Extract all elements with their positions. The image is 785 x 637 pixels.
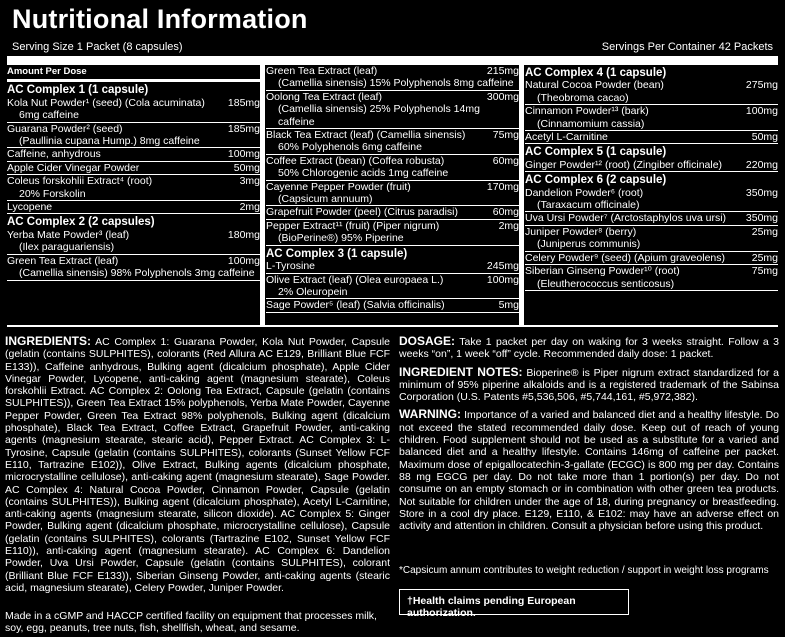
complex-header: AC Complex 5 (1 capsule) (525, 146, 667, 159)
ingredient-amount: 350mg (745, 186, 778, 199)
ingredient-name: Sage Powder⁵ (leaf) (Salvia officinalis) (266, 299, 445, 312)
ingredient-amount: 100mg (227, 148, 260, 161)
amount-per-dose: Amount Per Dose (7, 65, 260, 82)
ingredient-amount: 100mg (745, 105, 778, 118)
ingredient-name: Apple Cider Vinegar Powder (7, 161, 140, 174)
ingredient-detail: (Camellia sinensis) 98% Polyphenols 3mg caffeine (19, 267, 255, 280)
ingredient-amount: 75mg (492, 129, 519, 142)
ingredient-row (7, 97, 260, 123)
ingredient-amount: 25mg (751, 225, 778, 238)
ingredient-amount: 50mg (233, 161, 260, 174)
ingredient-name: Ginger Powder¹² (root) (Zingiber officinale) (525, 158, 723, 171)
ingredient-amount: 300mg (486, 90, 519, 103)
ingredient-amount: 60mg (492, 206, 519, 219)
ingredient-row (525, 226, 778, 252)
complex-header: AC Complex 3 (1 capsule) (266, 247, 408, 260)
ingredient-row (7, 175, 260, 201)
ingredient-amount: 5mg (498, 299, 519, 312)
warning (399, 408, 779, 532)
ingredient-amount: 275mg (745, 79, 778, 92)
ingredient-row (266, 155, 519, 181)
ingredient-row (525, 131, 778, 144)
ingredient-amount: 100mg (227, 254, 260, 267)
complex-header: AC Complex 4 (1 capsule) (525, 67, 667, 79)
ingredient-amount: 2mg (498, 219, 519, 232)
ingredient-detail: (BioPerine®) 95% Piperine (278, 232, 404, 245)
ingredient-name: Siberian Ginseng Powder¹⁰ (root) (525, 265, 680, 278)
ingredient-name: Kola Nut Powder¹ (seed) (Cola acuminata) (7, 96, 205, 109)
column-2-rows (266, 65, 519, 313)
ingredient-name: Oolong Tea Extract (leaf) (266, 90, 382, 103)
complex-header: AC Complex 1 (1 capsule) (7, 84, 149, 97)
ingredient-detail: (Theobroma cacao) (537, 91, 629, 104)
ingredient-row (7, 201, 260, 214)
ingredient-detail: (Cinnamomium cassia) (537, 117, 645, 130)
ingredient-name: Green Tea Extract (leaf) (7, 254, 119, 267)
ingredient-detail: (Taraxacum officinale) (537, 199, 640, 212)
ingredient-amount: 3mg (239, 175, 260, 188)
ingredient-name: Caffeine, anhydrous (7, 148, 101, 161)
ingredient-name: L-Tyrosine (266, 260, 316, 273)
ingredient-row (525, 252, 778, 265)
dosage (399, 335, 779, 361)
ingredient-detail: (Camellia sinensis) 15% Polyphenols 8mg caffeine (278, 77, 514, 90)
health-claims-box: †Health claims pending European authorization. (399, 589, 629, 615)
ingredient-name: Juniper Powder⁸ (berry) (525, 225, 637, 238)
ingredient-detail: (Ilex paraguariensis) (19, 241, 115, 254)
ingredient-row (525, 187, 778, 213)
dosage-text: Take 1 packet per day on waking for 3 weeks straight. Follow a 3 weeks “on”, 1 week “off” cycle. Recommended daily dose: 1 packet. (399, 336, 780, 361)
column-2 (266, 65, 519, 313)
ingredient-row (525, 79, 778, 105)
ingredient-name: Cinnamon Powder¹³ (bark) (525, 105, 649, 118)
ingredient-amount: 50mg (751, 131, 778, 144)
ingredient-amount: 185mg (227, 96, 260, 109)
ingredient-row (266, 65, 519, 91)
ingredient-name: Green Tea Extract (leaf) (266, 65, 378, 77)
ingredient-amount: 215mg (486, 65, 519, 77)
ingredient-row (266, 260, 519, 273)
ingredient-name: Yerba Mate Powder³ (leaf) (7, 228, 130, 241)
ingredient-name: Uva Ursi Powder⁷ (Arctostaphylos uva ursi) (525, 212, 727, 225)
column-1 (7, 65, 260, 281)
ingredient-row (266, 181, 519, 207)
ingredient-name: Coleus forskohlii Extract⁴ (root) (7, 175, 153, 188)
ingredient-row (266, 129, 519, 155)
complex-header: AC Complex 2 (2 capsules) (7, 216, 155, 229)
ingredient-detail: (Paullinia cupana Hump.) 8mg caffeine (19, 135, 200, 148)
ingredient-row (525, 159, 778, 172)
made-in-statement: Made in a cGMP and HACCP certified facility on equipment that processes milk, soy, egg, peanuts, tree nuts, fish, shellfish, wheat, and sesame. (5, 610, 377, 635)
column-divider (519, 65, 524, 325)
ingredient-detail: 2% Oleuropein (278, 285, 348, 298)
top-divider (7, 56, 778, 65)
ingredient-amount: 25mg (751, 251, 778, 264)
ingredient-amount: 170mg (486, 180, 519, 193)
ingredient-notes (399, 366, 779, 404)
bottom-section (0, 327, 785, 637)
ingredient-row (525, 265, 778, 291)
ingredient-amount: 350mg (745, 212, 778, 225)
ingredient-name: Dandelion Powder⁶ (root) (525, 186, 644, 199)
ingredient-amount: 180mg (227, 228, 260, 241)
column-1-rows (7, 82, 260, 280)
ingredient-row (266, 299, 519, 312)
ingredient-detail: (Camellia sinensis) 25% Polyphenols 14mg caffeine (278, 103, 480, 128)
warning-text: Importance of a varied and balanced diet and a healthy lifestyle. Do not exceed the stated recommended daily dose. Keep out of reach of young children. Food supplement should not be used as a substitute for a varied and balanced diet and a healthy lifestyle. Contains 146mg of caffeine per packet. Maximum dose of epigallocatechin-3-gallate (ECGC) is 800 mg per day. Contains 88 mg EGCG per day. Do not take more than 1 portion(s) per day. Do not consume on an empty stomach or in combination with other green tea products. Not suitable for children under the age of 18, during pregnancy or breastfeeding. Store in a cool dry place. E129, E110, & E102: may have an adverse effect on activity and attention in children. Consult a physician before using this product. (399, 409, 779, 533)
ingredient-detail: 60% Polyphenols 6mg caffeine (278, 141, 422, 154)
servings-per-container: Servings Per Container 42 Packets (601, 41, 773, 53)
ingredient-amount: 60mg (492, 154, 519, 167)
ingredients-heading: INGREDIENTS: (5, 334, 92, 348)
page-title: Nutritional Information (12, 4, 308, 34)
ingredient-row (7, 123, 260, 149)
ingredient-amount: 75mg (751, 265, 778, 278)
column-3-rows (525, 65, 778, 291)
serving-size: Serving Size 1 Packet (8 capsules) (12, 41, 183, 53)
ingredient-row (266, 220, 519, 246)
notes-heading: INGREDIENT NOTES: (399, 364, 523, 379)
notes-text: Bioperine® is Piper nigrum extract standardized for a minimum of 95% piperine alkaloids and is a registered trademark of the Sabinsa Corporation (U.S. Patents #5,536,506, #5,744,161, #5,972,382). (399, 366, 780, 404)
ingredient-detail: (Eleutherococcus senticosus) (537, 277, 675, 290)
ingredient-name: Olive Extract (leaf) (Olea europaea L.) (266, 273, 444, 286)
ingredient-row (7, 148, 260, 161)
ingredient-row (266, 91, 519, 129)
ingredient-row (266, 206, 519, 219)
ingredient-detail: (Juniperus communis) (537, 238, 641, 251)
ingredient-name: Pepper Extract¹¹ (fruit) (Piper nigrum) (266, 219, 440, 232)
column-divider (260, 65, 265, 325)
ingredients-text: AC Complex 1: Guarana Powder, Kola Nut Powder, Capsule (gelatin (contains SULPHITES), colorants (Red Allura AC E129, Brilliant Blue FCF E133)), Caffeine anhydrous, Bulking agent (dicalcium phosphate), Apple Cider Vinegar Powder, Lycopene, anti-caking agent (magnesium stearate), Coleus forskohlii Extract. AC Complex 2: Oolong Tea Extract, Capsule (gelatin (contains SULPHITES)), Green Tea Extract 15% polyphenols, Yerba Mate Powder, Cayenne Pepper Powder, Green Tea Extract 98% polyphenols, Bulking agent (dicalcium phosphate), Black Tea Extract, Coffee Extract, Grapefruit Powder, anti-caking agents (magnesium stearate, stearic acid), Pepper Extract. AC Complex 3: L-Tyrosine, Capsule (gelatin (contains SULPHITES), colorants (Sunset Yellow FCF E110, Tartrazine E102)), Olive Extract, Bulking agents (dicalcium phosphate, microcrystalline cellulose), anti-caking agent (magnesium stearate), Sage Powder. AC Complex 4: Natural Cocoa Powder, Cinnamon Powder, Capsule (gelatin (contains SULPHITES)), Bulking agent (dicalcium phosphate), Acetyl L-Carnitine, anti-caking agents (magnesium stearate, silicon dioxide). AC Complex 5: Ginger Powder, Bulking agent (dicalcium phosphate, microcrystalline cellulose), Capsule (gelatin (contains SULPHITES), colorants (Tartrazine E102, Sunset Yellow FCF E110)), anti-caking agent (magnesium stearate). AC Complex 6: Dandelion Powder, Uva Ursi Powder, Capsule (gelatin (contains SULPHITES), colorant (Brilliant Blue FCF E133)), Siberian Ginseng Powder, anti-caking agents (stearic acid, magnesium stearate), Celery Powder, Juniper Powder. (5, 336, 390, 594)
ingredient-row (266, 274, 519, 300)
ingredient-amount: 100mg (486, 273, 519, 286)
ingredient-name: Acetyl L-Carnitine (525, 131, 608, 144)
column-3 (525, 65, 778, 291)
ingredient-row (7, 229, 260, 255)
ingredient-detail: 50% Chlorogenic acids 1mg caffeine (278, 167, 449, 180)
ingredient-row (7, 162, 260, 175)
ingredient-name: Guarana Powder² (seed) (7, 122, 123, 135)
warning-heading: WARNING: (399, 407, 461, 422)
ingredient-name: Grapefruit Powder (peel) (Citrus paradisi) (266, 206, 458, 219)
ingredient-row (7, 255, 260, 281)
ingredient-name: Coffee Extract (bean) (Coffea robusta) (266, 154, 445, 167)
ingredient-row (525, 212, 778, 225)
ingredient-row (525, 105, 778, 131)
ingredient-amount: 220mg (745, 158, 778, 171)
ingredient-detail: (Capsicum annuum) (278, 193, 373, 206)
right-text (399, 335, 779, 532)
ingredient-name: Natural Cocoa Powder (bean) (525, 79, 664, 92)
complex-header: AC Complex 6 (2 capsule) (525, 174, 667, 187)
ingredient-amount: 185mg (227, 122, 260, 135)
ingredients (5, 335, 390, 594)
ingredient-detail: 20% Forskolin (19, 187, 86, 200)
ingredient-detail: 6mg caffeine (19, 109, 79, 122)
ingredient-name: Lycopene (7, 201, 53, 214)
ingredient-amount: 245mg (486, 260, 519, 273)
ingredient-amount: 2mg (239, 201, 260, 214)
ingredient-name: Black Tea Extract (leaf) (Camellia sinensis) (266, 129, 466, 142)
dosage-heading: DOSAGE: (399, 334, 456, 348)
ingredient-name: Celery Powder⁹ (seed) (Apium graveolens) (525, 251, 725, 264)
ingredient-name: Cayenne Pepper Powder (fruit) (266, 180, 411, 193)
capsicum-note: *Capsicum annum contributes to weight reduction / support in weight loss programs (399, 565, 769, 576)
